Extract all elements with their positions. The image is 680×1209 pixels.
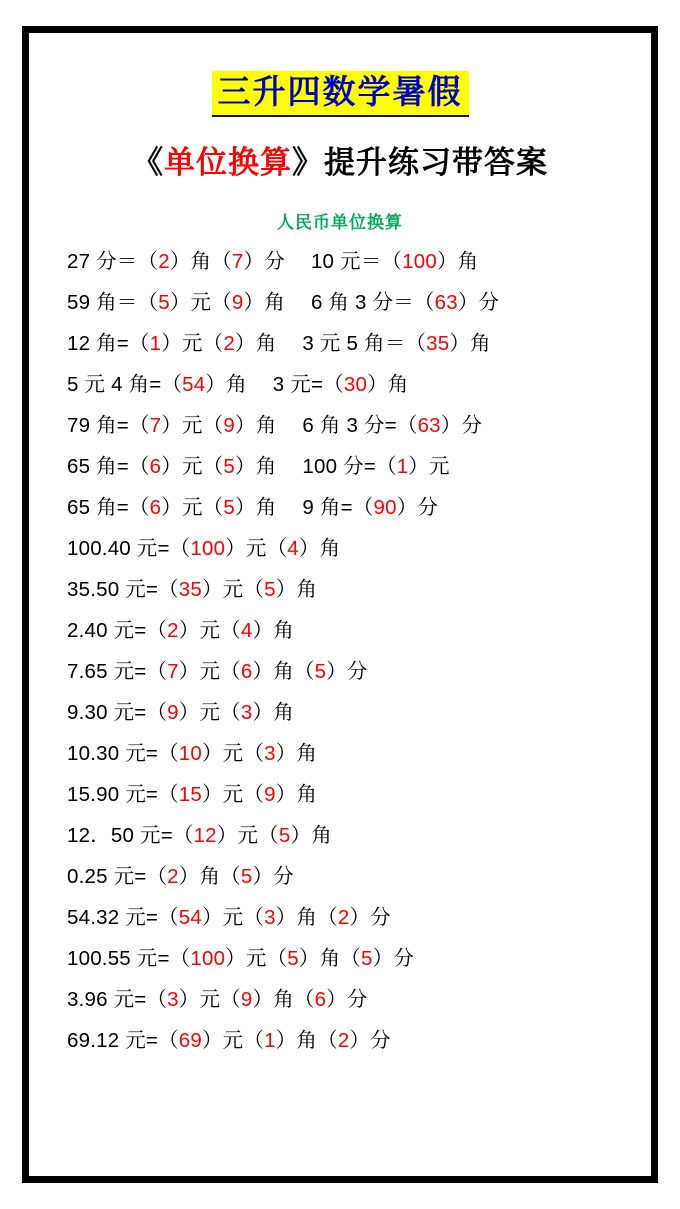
problem-text: 6 角 3 分＝（ xyxy=(310,290,435,314)
answer-value: 6 xyxy=(314,987,327,1011)
problem-text: ）角（ xyxy=(252,987,315,1011)
problem-text: ）分 xyxy=(349,1028,391,1052)
problem-text: ）元（ xyxy=(161,454,224,478)
page-title-sub xyxy=(45,137,635,182)
exercise-item-right xyxy=(302,487,438,528)
problem-text: 35.50 元=（ xyxy=(67,577,179,601)
problem-text: ）元（ xyxy=(225,946,288,970)
problem-text: ）元（ xyxy=(216,823,279,847)
answer-value: 4 xyxy=(287,536,299,560)
answer-value: 100 xyxy=(190,946,226,970)
problem-text: ）角 xyxy=(436,249,479,273)
answer-value: 9 xyxy=(223,413,235,437)
exercise-item-right xyxy=(311,282,499,323)
answer-value: 5 xyxy=(158,290,170,314)
exercise-row xyxy=(67,241,635,282)
exercise-item-left xyxy=(67,774,317,815)
problem-text: 9 角=（ xyxy=(302,495,374,519)
problem-text: ）角 xyxy=(235,454,277,478)
problem-text: ）角 xyxy=(235,495,277,519)
problem-text: ）角 xyxy=(243,290,285,314)
exercise-row xyxy=(67,692,635,733)
exercise-row xyxy=(67,856,635,897)
problem-text: 3 元 5 角＝（ xyxy=(302,331,427,355)
problem-text: ）元（ xyxy=(178,987,241,1011)
answer-value: 63 xyxy=(434,290,458,314)
exercise-row xyxy=(67,1020,635,1061)
problem-text: ）角（ xyxy=(275,905,338,929)
problem-text: ）角 xyxy=(252,700,294,724)
problem-text: 69.12 元=（ xyxy=(67,1028,179,1052)
problem-text: 9.30 元=（ xyxy=(67,700,168,724)
exercise-item-left xyxy=(67,405,276,446)
problem-text: ）角（ xyxy=(298,946,362,970)
problem-text: ）角 xyxy=(235,413,277,437)
answer-value: 2 xyxy=(223,331,235,355)
exercise-row xyxy=(67,774,635,815)
answer-value: 5 xyxy=(223,495,235,519)
problem-text: ）元（ xyxy=(225,536,288,560)
problem-text: ）元（ xyxy=(201,905,265,929)
problem-text: ）元（ xyxy=(201,741,265,765)
answer-value: 7 xyxy=(167,659,179,683)
exercise-row xyxy=(67,897,635,938)
answer-value: 5 xyxy=(223,454,235,478)
exercise-item-left xyxy=(67,487,276,528)
problem-text: 7.65 元=（ xyxy=(67,659,168,683)
problem-text: ）元 xyxy=(408,454,450,478)
problem-text: 3.96 元=（ xyxy=(67,987,168,1011)
exercise-item-left xyxy=(67,241,285,282)
answer-value: 63 xyxy=(417,413,441,437)
problem-text: ）元（ xyxy=(201,782,265,806)
exercise-item-left xyxy=(67,856,294,897)
answer-value: 4 xyxy=(240,618,253,642)
exercise-item-left xyxy=(67,323,276,364)
problem-text: ）元（ xyxy=(178,618,241,642)
problem-text: ）角（ xyxy=(252,659,315,683)
problem-text: 12 角=（ xyxy=(67,331,150,355)
exercise-row xyxy=(67,569,635,610)
problem-text: 65 角=（ xyxy=(67,454,150,478)
answer-value: 2 xyxy=(337,905,350,929)
problem-text: ）角 xyxy=(275,577,318,601)
answer-value: 5 xyxy=(314,659,327,683)
problem-text: 0.25 元=（ xyxy=(67,864,168,888)
exercise-row xyxy=(67,979,635,1020)
title-sub-suffix: 》提升练习带答案 xyxy=(292,144,548,180)
answer-value: 6 xyxy=(149,495,162,519)
answer-value: 35 xyxy=(426,331,450,355)
answer-value: 1 xyxy=(396,454,409,478)
exercise-item-left xyxy=(67,733,317,774)
problem-text: ）角（ xyxy=(275,1028,338,1052)
problem-text: ）分 xyxy=(440,413,483,437)
answer-value: 54 xyxy=(182,372,206,396)
answer-value: 6 xyxy=(149,454,162,478)
exercise-row xyxy=(67,528,635,569)
problem-text: 59 角＝（ xyxy=(67,290,159,314)
problem-text: ）元（ xyxy=(161,413,224,437)
answer-value: 15 xyxy=(178,782,202,806)
exercise-item-left xyxy=(67,364,247,405)
exercise-item-right xyxy=(302,405,482,446)
title-sub-prefix: 《 xyxy=(132,144,164,180)
problem-text: 3 元=（ xyxy=(272,372,344,396)
answer-value: 12 xyxy=(193,823,217,847)
problem-text: 10 元＝（ xyxy=(310,249,403,273)
title-block xyxy=(45,71,635,182)
exercise-row xyxy=(67,815,635,856)
problem-text: ）角 xyxy=(275,741,318,765)
exercise-item-left xyxy=(67,815,332,856)
exercise-item-right xyxy=(311,241,478,282)
problem-text: ）角 xyxy=(235,331,277,355)
problem-text: 65 角=（ xyxy=(67,495,150,519)
problem-text: ）元（ xyxy=(201,577,265,601)
problem-text: ）角 xyxy=(298,536,341,560)
exercise-item-right xyxy=(273,364,409,405)
exercise-item-left xyxy=(67,528,340,569)
exercise-row xyxy=(67,733,635,774)
exercise-item-left xyxy=(67,1020,391,1061)
exercise-row xyxy=(67,651,635,692)
answer-value: 6 xyxy=(240,659,253,683)
problem-text: ）分 xyxy=(457,290,500,314)
problem-text: ）分 xyxy=(326,987,368,1011)
exercise-row xyxy=(67,364,635,405)
exercise-row xyxy=(67,323,635,364)
answer-value: 2 xyxy=(337,1028,350,1052)
problem-text: 5 元 4 角=（ xyxy=(67,372,183,396)
answer-value: 5 xyxy=(278,823,291,847)
answer-value: 5 xyxy=(361,946,373,970)
page-frame xyxy=(22,26,658,1183)
answer-value: 5 xyxy=(287,946,299,970)
answer-value: 3 xyxy=(167,987,179,1011)
answer-value: 2 xyxy=(167,618,179,642)
exercise-item-left xyxy=(67,282,285,323)
exercise-item-left xyxy=(67,651,368,692)
section-title: 人民币单位换算 xyxy=(277,212,403,232)
answer-value: 2 xyxy=(158,249,170,273)
answer-value: 3 xyxy=(264,741,276,765)
exercise-item-left xyxy=(67,569,317,610)
answer-value: 3 xyxy=(264,905,276,929)
answer-value: 9 xyxy=(240,987,253,1011)
answer-value: 10 xyxy=(178,741,202,765)
exercise-item-left xyxy=(67,979,368,1020)
problem-text: ）角（ xyxy=(169,249,232,273)
problem-text: ）角 xyxy=(290,823,332,847)
answer-value: 2 xyxy=(167,864,179,888)
problem-text: ）角（ xyxy=(178,864,241,888)
answer-value: 7 xyxy=(149,413,162,437)
exercise-item-left xyxy=(67,692,294,733)
exercise-item-right xyxy=(302,323,490,364)
answer-value: 7 xyxy=(231,249,244,273)
answer-value: 3 xyxy=(240,700,253,724)
problem-text: 2.40 元=（ xyxy=(67,618,168,642)
answer-value: 9 xyxy=(167,700,179,724)
problem-text: 27 分＝（ xyxy=(67,249,159,273)
exercise-item-left xyxy=(67,446,276,487)
answer-value: 90 xyxy=(373,495,397,519)
exercise-row xyxy=(67,405,635,446)
problem-text: 12．50 元=（ xyxy=(67,823,194,847)
answer-value: 1 xyxy=(264,1028,276,1052)
exercise-row xyxy=(67,610,635,651)
exercise-item-left xyxy=(67,610,294,651)
problem-text: ）角 xyxy=(449,331,491,355)
problem-text: ）分 xyxy=(243,249,285,273)
problem-text: ）分 xyxy=(349,905,391,929)
exercise-row xyxy=(67,487,635,528)
problem-text: ）元（ xyxy=(178,659,241,683)
answer-value: 35 xyxy=(178,577,202,601)
exercise-row xyxy=(67,446,635,487)
problem-text: ）分 xyxy=(326,659,368,683)
problem-text: ）分 xyxy=(396,495,439,519)
answer-value: 9 xyxy=(231,290,244,314)
problem-text: ）元（ xyxy=(169,290,232,314)
problem-text: 54.32 元=（ xyxy=(67,905,179,929)
problem-text: 100.55 元=（ xyxy=(67,946,191,970)
problem-text: ）元（ xyxy=(161,495,224,519)
problem-text: 10.30 元=（ xyxy=(67,741,179,765)
title-sub-highlight: 单位换算 xyxy=(164,144,292,180)
exercise-row xyxy=(67,938,635,979)
exercise-item-left xyxy=(67,938,414,979)
problem-text: ）分 xyxy=(372,946,415,970)
problem-text: ）元（ xyxy=(161,331,224,355)
problem-text: 6 角 3 分=（ xyxy=(302,413,418,437)
answer-value: 5 xyxy=(240,864,253,888)
answer-value: 30 xyxy=(343,372,368,396)
answer-value: 100 xyxy=(402,249,437,273)
answer-value: 69 xyxy=(178,1028,202,1052)
exercise-list xyxy=(45,241,635,1061)
answer-value: 100 xyxy=(190,536,226,560)
problem-text: ）元（ xyxy=(201,1028,265,1052)
problem-text: ）元（ xyxy=(178,700,241,724)
problem-text: ）角 xyxy=(205,372,247,396)
answer-value: 1 xyxy=(149,331,162,355)
answer-value: 54 xyxy=(178,905,202,929)
problem-text: 100.40 元=（ xyxy=(67,536,191,560)
problem-text: ）角 xyxy=(275,782,318,806)
exercise-item-left xyxy=(67,897,391,938)
answer-value: 5 xyxy=(264,577,276,601)
problem-text: ）角 xyxy=(367,372,409,396)
problem-text: 15.90 元=（ xyxy=(67,782,179,806)
problem-text: ）分 xyxy=(252,864,294,888)
answer-value: 9 xyxy=(264,782,276,806)
exercise-row xyxy=(67,282,635,323)
problem-text: ）角 xyxy=(252,618,294,642)
page-title-main: 三升四数学暑假 xyxy=(212,71,469,117)
exercise-item-right xyxy=(302,446,449,487)
problem-text: 79 角=（ xyxy=(67,413,150,437)
problem-text: 100 分=（ xyxy=(302,454,397,478)
